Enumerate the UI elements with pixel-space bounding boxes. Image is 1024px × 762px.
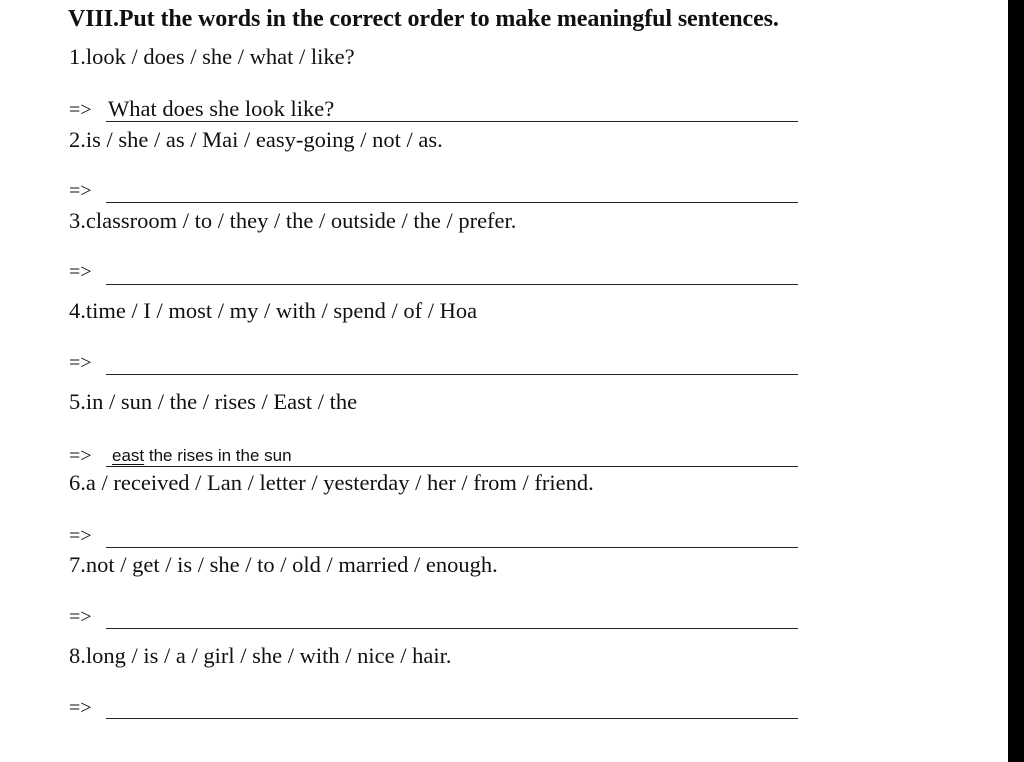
question-7-answer-line[interactable] <box>106 628 798 629</box>
question-6-answer-line[interactable] <box>106 547 798 548</box>
question-5-prompt: 5.in / sun / the / rises / East / the <box>69 389 358 414</box>
question-5-handwritten-answer[interactable] <box>112 446 292 466</box>
question-2-arrow: => <box>69 180 92 202</box>
question-6-prompt: 6.a / received / Lan / letter / yesterday / her / from / friend. <box>69 470 594 495</box>
question-5-arrow: => <box>69 445 92 467</box>
question-7-prompt: 7.not / get / is / she / to / old / married / enough. <box>69 552 498 577</box>
question-5-answer-rest: the rises in the sun <box>144 446 292 465</box>
question-5-answer-line <box>106 466 798 467</box>
question-3-arrow: => <box>69 261 92 283</box>
question-4-answer-line[interactable] <box>106 374 798 375</box>
question-1-answer-line <box>106 121 798 122</box>
question-8-prompt: 8.long / is / a / girl / she / with / nice / hair. <box>69 643 452 668</box>
question-5-answer-underlined: east <box>112 446 145 465</box>
question-1-prompt: 1.look / does / she / what / like? <box>69 44 355 69</box>
question-6-arrow: => <box>69 525 92 547</box>
question-4-prompt: 4.time / I / most / my / with / spend / of / Hoa <box>69 298 478 323</box>
question-8-answer-line[interactable] <box>106 718 798 719</box>
question-1-arrow: => <box>69 99 92 121</box>
question-8-arrow: => <box>69 697 92 719</box>
exercise-title: VIII.Put the words in the correct order to make meaningful sentences. <box>68 6 779 32</box>
question-2-answer-line[interactable] <box>106 202 798 203</box>
question-3-prompt: 3.classroom / to / they / the / outside / the / prefer. <box>69 208 517 233</box>
question-1-answer[interactable]: What does she look like? <box>108 96 335 121</box>
question-2-prompt: 2.is / she / as / Mai / easy-going / not / as. <box>69 127 443 152</box>
question-3-answer-line[interactable] <box>106 284 798 285</box>
question-7-arrow: => <box>69 606 92 628</box>
question-4-arrow: => <box>69 352 92 374</box>
